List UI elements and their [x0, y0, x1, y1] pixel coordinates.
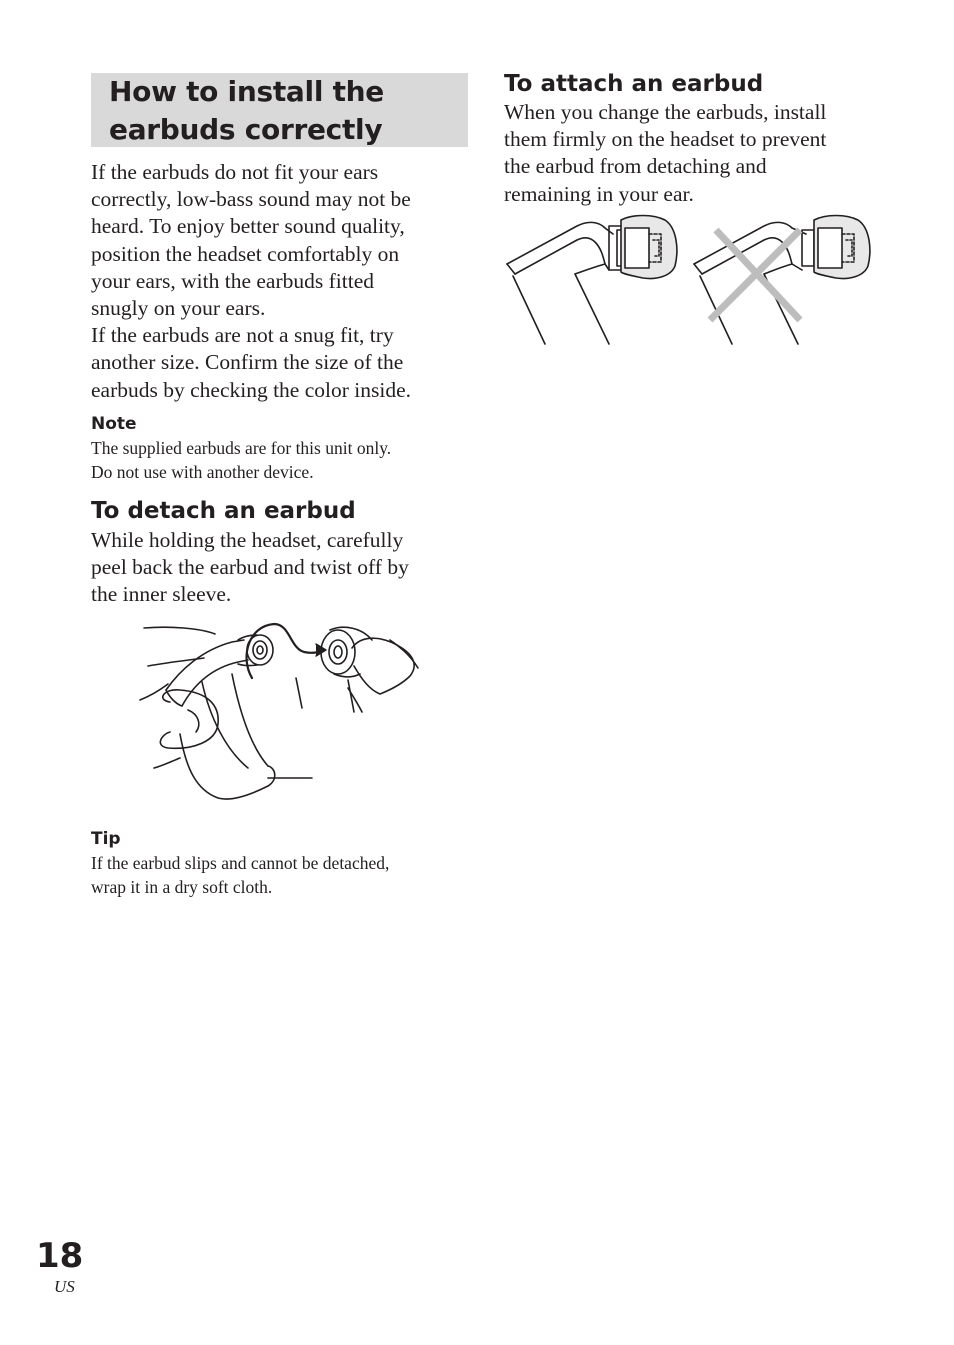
attach-text [504, 99, 826, 208]
attach-line: them firmly on the headset to prevent [504, 127, 827, 152]
correct-attach-illustration [505, 212, 685, 348]
detach-text [91, 527, 409, 609]
page-number: 18 [36, 1236, 84, 1276]
note-heading: Note [91, 414, 137, 434]
detach-heading: To detach an earbud [91, 498, 356, 524]
tip-heading: Tip [91, 829, 121, 849]
intro-paragraph [91, 159, 411, 404]
detach-line: peel back the earbud and twist off by [91, 555, 409, 580]
attach-heading: To attach an earbud [504, 71, 764, 97]
tip-text [91, 851, 389, 899]
tip-line: wrap it in a dry soft cloth. [91, 877, 273, 897]
page-region: US [54, 1277, 75, 1296]
note-text [91, 436, 391, 484]
intro-line: If the earbuds are not a snug fit, try [91, 323, 394, 348]
section-title-line-1: How to install the [109, 75, 384, 108]
intro-line: another size. Confirm the size of the [91, 350, 404, 375]
attach-line: remaining in your ear. [504, 181, 694, 206]
intro-line: earbuds by checking the color inside. [91, 377, 412, 402]
intro-line: If the earbuds do not fit your ears [91, 160, 379, 184]
section-title-line-2: earbuds correctly [109, 113, 383, 146]
section-title [109, 73, 468, 149]
note-line: The supplied earbuds are for this unit only. [91, 438, 392, 458]
attach-line: the earbud from detaching and [504, 154, 767, 179]
intro-line: snugly on your ears. [91, 296, 266, 321]
detach-line: While holding the headset, carefully [91, 528, 404, 552]
intro-line: heard. To enjoy better sound quality, [91, 214, 405, 239]
intro-line: position the headset comfortably on [91, 241, 400, 266]
intro-line: correctly, low-bass sound may not be [91, 187, 411, 212]
incorrect-attach-illustration [692, 212, 878, 348]
incorrect-x-icon [710, 230, 800, 320]
attach-line: When you change the earbuds, install [504, 100, 827, 124]
section-title-box [91, 73, 468, 147]
note-line: Do not use with another device. [91, 462, 314, 482]
detach-earbud-illustration [140, 618, 430, 808]
detach-line: the inner sleeve. [91, 582, 232, 607]
intro-line: your ears, with the earbuds fitted [91, 268, 374, 293]
tip-line: If the earbud slips and cannot be detached, [91, 853, 390, 873]
